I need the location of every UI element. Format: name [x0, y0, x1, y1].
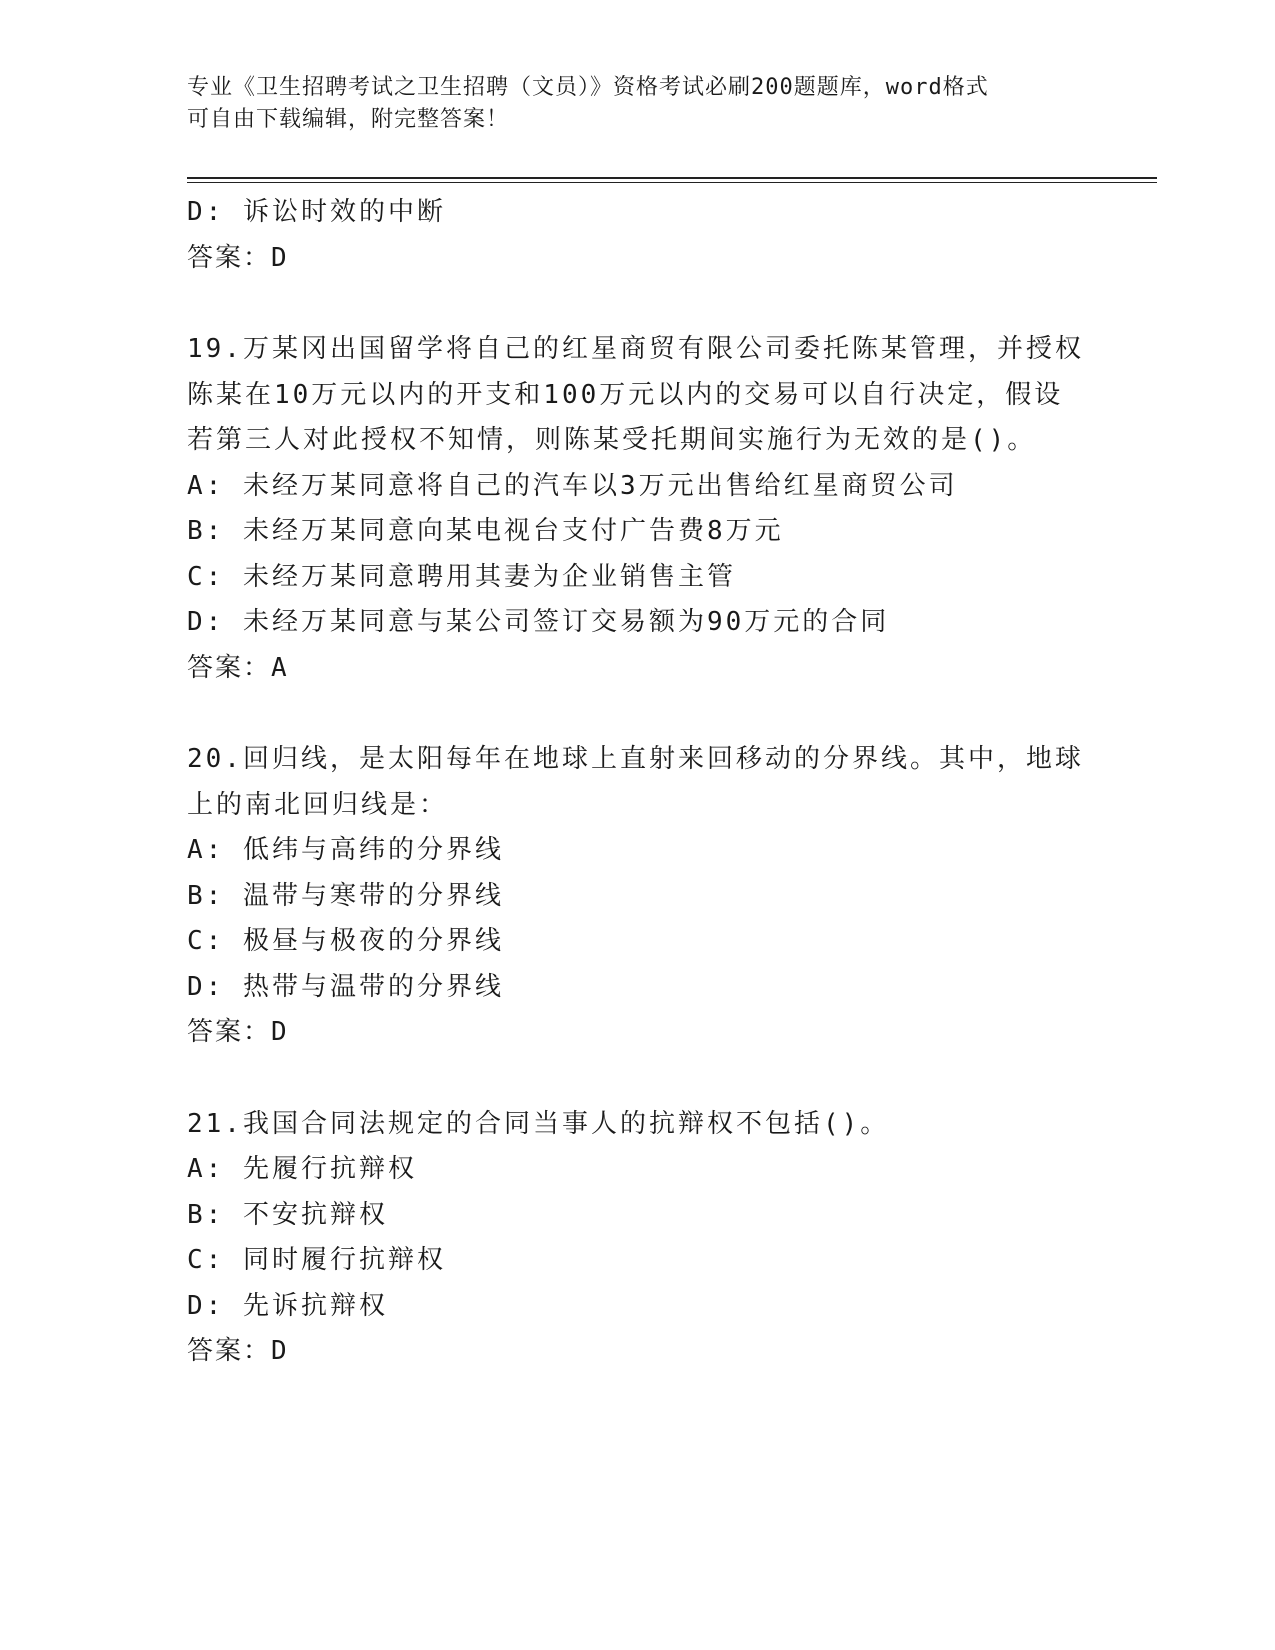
- answer-line: 答案：D: [187, 1017, 289, 1047]
- option-d: D: 未经万某同意与某公司签订交易额为90万元的合同: [187, 607, 890, 637]
- question-21: [187, 1102, 1087, 1375]
- header-line-1: 专业《卫生招聘考试之卫生招聘（文员）》资格考试必刷200题题库，word格式: [187, 75, 989, 100]
- header-divider-thick: [187, 177, 1157, 179]
- option-a: A: 先履行抗辩权: [187, 1154, 417, 1184]
- question-stem-line: 21.我国合同法规定的合同当事人的抗辩权不包括()。: [187, 1108, 890, 1139]
- question-stem-line: 19.万某冈出国留学将自己的红星商贸有限公司委托陈某管理，并授权: [187, 334, 1084, 364]
- option-b: B: 温带与寒带的分界线: [187, 880, 504, 911]
- option-b: B: 不安抗辩权: [187, 1199, 388, 1230]
- question-20: [187, 737, 1087, 1056]
- question-stem-line: 陈某在10万元以内的开支和100万元以内的交易可以自行决定，假设: [187, 379, 1064, 410]
- option-d: D: 热带与温带的分界线: [187, 971, 504, 1002]
- option-b: B: 未经万某同意向某电视台支付广告费8万元: [187, 516, 784, 546]
- answer-line: 答案：D: [187, 1336, 289, 1366]
- option-a: A: 未经万某同意将自己的汽车以3万元出售给红星商贸公司: [187, 470, 958, 501]
- header-divider-thin: [187, 182, 1157, 183]
- previous-question-tail: [187, 190, 1087, 281]
- option-c: C: 同时履行抗辩权: [187, 1245, 446, 1275]
- option-c: C: 未经万某同意聘用其妻为企业销售主管: [187, 561, 736, 592]
- question-stem-line: 20.回归线，是太阳每年在地球上直射来回移动的分界线。其中，地球: [187, 744, 1084, 774]
- option-d: D: 诉讼时效的中断: [187, 197, 446, 227]
- document-header: [187, 72, 1087, 136]
- question-stem-line: 若第三人对此授权不知情，则陈某受托期间实施行为无效的是()。: [187, 425, 1037, 455]
- question-19: [187, 327, 1087, 691]
- option-c: C: 极昼与极夜的分界线: [187, 926, 504, 956]
- option-d: D: 先诉抗辩权: [187, 1290, 388, 1321]
- answer-line: 答案：A: [187, 652, 289, 683]
- answer-line: 答案：D: [187, 242, 289, 273]
- document-body: [187, 190, 1087, 1375]
- header-line-2: 可自由下载编辑，附完整答案！: [187, 107, 510, 132]
- question-stem-line: 上的南北回归线是：: [187, 789, 449, 820]
- option-a: A: 低纬与高纬的分界线: [187, 835, 504, 865]
